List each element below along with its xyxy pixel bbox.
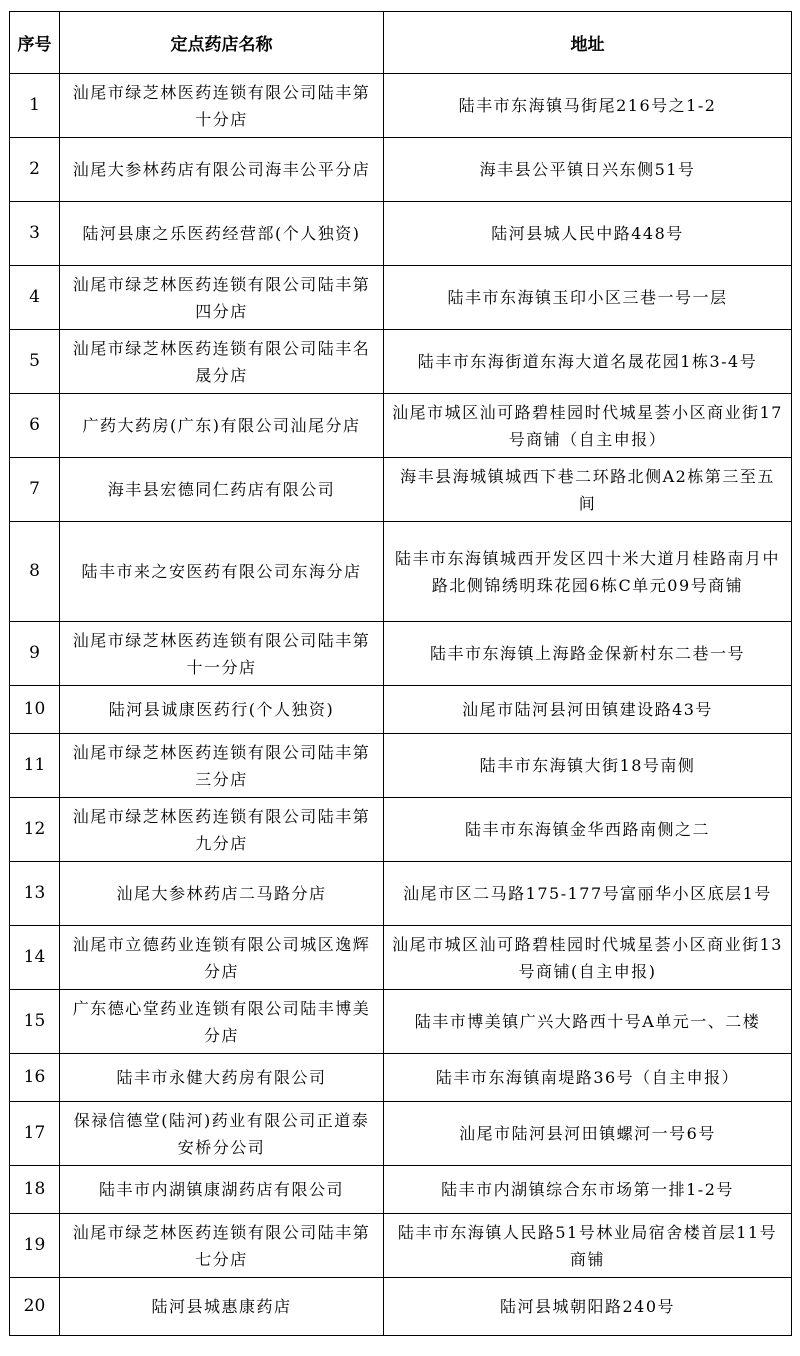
header-address: 地址 <box>384 12 792 74</box>
row-pharmacy-name: 陆河县城惠康药店 <box>60 1278 384 1336</box>
table-row <box>10 138 792 202</box>
table-row <box>10 734 792 798</box>
row-index: 11 <box>10 734 60 798</box>
row-index: 4 <box>10 266 60 330</box>
row-index: 9 <box>10 622 60 686</box>
row-index: 2 <box>10 138 60 202</box>
row-address: 陆丰市东海街道东海大道名晟花园1栋3-4号 <box>384 330 792 394</box>
table-row <box>10 1102 792 1166</box>
row-index: 12 <box>10 798 60 862</box>
row-pharmacy-name: 汕尾市绿芝林医药连锁有限公司陆丰第九分店 <box>60 798 384 862</box>
row-index: 16 <box>10 1054 60 1102</box>
row-pharmacy-name: 陆丰市来之安医药有限公司东海分店 <box>60 522 384 622</box>
table-row <box>10 926 792 990</box>
row-address: 陆丰市东海镇人民路51号林业局宿舍楼首层11号商铺 <box>384 1214 792 1278</box>
row-pharmacy-name: 广东德心堂药业连锁有限公司陆丰博美分店 <box>60 990 384 1054</box>
row-address: 陆河县城朝阳路240号 <box>384 1278 792 1336</box>
row-pharmacy-name: 陆河县诚康医药行(个人独资) <box>60 686 384 734</box>
table-row <box>10 686 792 734</box>
row-pharmacy-name: 汕尾大参林药店二马路分店 <box>60 862 384 926</box>
pharmacy-table <box>9 11 792 1336</box>
row-index: 14 <box>10 926 60 990</box>
row-pharmacy-name: 海丰县宏德同仁药店有限公司 <box>60 458 384 522</box>
table-row <box>10 266 792 330</box>
row-address: 海丰县海城镇城西下巷二环路北侧A2栋第三至五间 <box>384 458 792 522</box>
table-row <box>10 522 792 622</box>
table-row <box>10 74 792 138</box>
row-address: 陆丰市东海镇城西开发区四十米大道月桂路南月中路北侧锦绣明珠花园6栋C单元09号商铺 <box>384 522 792 622</box>
row-index: 20 <box>10 1278 60 1336</box>
row-pharmacy-name: 广药大药房(广东)有限公司汕尾分店 <box>60 394 384 458</box>
table-row <box>10 394 792 458</box>
row-pharmacy-name: 汕尾市绿芝林医药连锁有限公司陆丰名晟分店 <box>60 330 384 394</box>
table-row <box>10 1054 792 1102</box>
row-index: 10 <box>10 686 60 734</box>
table-row <box>10 622 792 686</box>
row-pharmacy-name: 汕尾市绿芝林医药连锁有限公司陆丰第四分店 <box>60 266 384 330</box>
row-pharmacy-name: 陆河县康之乐医药经营部(个人独资) <box>60 202 384 266</box>
table-row <box>10 862 792 926</box>
row-pharmacy-name: 汕尾市绿芝林医药连锁有限公司陆丰第三分店 <box>60 734 384 798</box>
row-pharmacy-name: 汕尾市立德药业连锁有限公司城区逸辉分店 <box>60 926 384 990</box>
row-address: 汕尾市城区汕可路碧桂园时代城星荟小区商业街13号商铺(自主申报) <box>384 926 792 990</box>
row-pharmacy-name: 保禄信德堂(陆河)药业有限公司正道泰安桥分公司 <box>60 1102 384 1166</box>
row-index: 13 <box>10 862 60 926</box>
row-index: 17 <box>10 1102 60 1166</box>
row-pharmacy-name: 汕尾市绿芝林医药连锁有限公司陆丰第七分店 <box>60 1214 384 1278</box>
row-address: 陆丰市博美镇广兴大路西十号A单元一、二楼 <box>384 990 792 1054</box>
table-row <box>10 1166 792 1214</box>
row-pharmacy-name: 汕尾大参林药店有限公司海丰公平分店 <box>60 138 384 202</box>
row-index: 1 <box>10 74 60 138</box>
row-index: 18 <box>10 1166 60 1214</box>
table-row <box>10 990 792 1054</box>
table-row <box>10 1278 792 1336</box>
header-index: 序号 <box>10 12 60 74</box>
row-address: 陆丰市内湖镇综合东市场第一排1-2号 <box>384 1166 792 1214</box>
row-pharmacy-name: 汕尾市绿芝林医药连锁有限公司陆丰第十一分店 <box>60 622 384 686</box>
table-header-row <box>10 12 792 74</box>
row-pharmacy-name: 陆丰市内湖镇康湖药店有限公司 <box>60 1166 384 1214</box>
row-address: 陆丰市东海镇上海路金保新村东二巷一号 <box>384 622 792 686</box>
row-index: 6 <box>10 394 60 458</box>
row-address: 汕尾市城区汕可路碧桂园时代城星荟小区商业街17号商铺（自主申报） <box>384 394 792 458</box>
table-row <box>10 1214 792 1278</box>
table-row <box>10 798 792 862</box>
row-address: 海丰县公平镇日兴东侧51号 <box>384 138 792 202</box>
table-row <box>10 330 792 394</box>
row-address: 汕尾市区二马路175-177号富丽华小区底层1号 <box>384 862 792 926</box>
row-address: 汕尾市陆河县河田镇螺河一号6号 <box>384 1102 792 1166</box>
row-index: 7 <box>10 458 60 522</box>
row-pharmacy-name: 陆丰市永健大药房有限公司 <box>60 1054 384 1102</box>
row-address: 陆河县城人民中路448号 <box>384 202 792 266</box>
row-index: 8 <box>10 522 60 622</box>
row-index: 3 <box>10 202 60 266</box>
row-address: 陆丰市东海镇南堤路36号（自主申报） <box>384 1054 792 1102</box>
row-address: 汕尾市陆河县河田镇建设路43号 <box>384 686 792 734</box>
row-address: 陆丰市东海镇大街18号南侧 <box>384 734 792 798</box>
table-row <box>10 202 792 266</box>
row-pharmacy-name: 汕尾市绿芝林医药连锁有限公司陆丰第十分店 <box>60 74 384 138</box>
row-address: 陆丰市东海镇玉印小区三巷一号一层 <box>384 266 792 330</box>
row-address: 陆丰市东海镇金华西路南侧之二 <box>384 798 792 862</box>
table-row <box>10 458 792 522</box>
row-index: 5 <box>10 330 60 394</box>
row-index: 19 <box>10 1214 60 1278</box>
header-pharmacy-name: 定点药店名称 <box>60 12 384 74</box>
row-address: 陆丰市东海镇马街尾216号之1-2 <box>384 74 792 138</box>
row-index: 15 <box>10 990 60 1054</box>
